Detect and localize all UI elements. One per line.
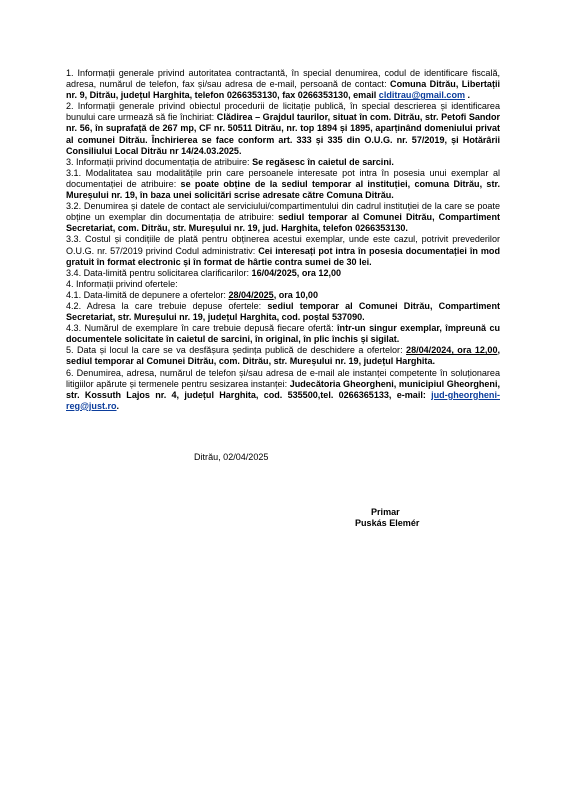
- section-3-documentation: [66, 157, 500, 168]
- section-2-object-info: [66, 101, 500, 156]
- section-3-3-cost: [66, 234, 500, 267]
- section-2-text: 2. Informații generale privind obiectul procedurii de licitație publică, în special descrierea și identificarea bunului care urmează să fie închiriat:: [66, 101, 500, 123]
- section-3-2-value: sediul temporar al Comunei Ditrău, Compartiment Secretariat, com. Ditrău, str. Mureșului nr. 19, jud. Harghita, telefon 0266353130.: [66, 212, 500, 234]
- section-2-property: Clădirea – Grajdul taurilor, situat în com. Ditrău, str. Petofi Sandor nr. 56, în suprafață de 267 mp, CF nr. 50511 Ditrău, nr. top 1894 și 1895, aparținând domeniului privat al comunei Ditrău. Închirierea se face conform art. 333 și 335 din O.U.G. nr. 57/2019, și Hotărârii Consiliului Local Ditrău nr 14/24.03.2025.: [66, 112, 500, 156]
- section-3-1-obtaining: [66, 168, 500, 201]
- section-3-2-text: 3.2. Denumirea și datele de contact ale serviciului/compartimentului din cadrul instituției de la care se poate obține un exemplar din documentația de atribuire:: [66, 201, 500, 223]
- section-4-3-text: 4.3. Numărul de exemplare în care trebuie depusă fiecare ofertă:: [66, 323, 338, 334]
- section-4-1-date: 28/04/2025: [228, 289, 274, 300]
- section-1-text: 1. Informații generale privind autoritatea contractantă, în special denumirea, codul de identificare fiscală, adresa, numărul de telefon, fax și/sau adresa de e-mail, persoană de contact:: [66, 68, 500, 90]
- document-date: Ditrău, 02/04/2025: [194, 451, 269, 462]
- section-3-2-contact: [66, 201, 500, 234]
- section-3-3-value: Cei interesați pot intra în posesia documentației în mod gratuit în format electronic și în format de hârtie contra sumei de 30 lei.: [66, 245, 500, 267]
- section-5-date: 28/04/2024, ora 12,00: [406, 345, 498, 356]
- section-1-contact: Comuna Ditrău, Libertații nr. 9, Ditrău, județul Harghita, telefon 0266353130, fax 0266353130, email: [66, 79, 500, 101]
- section-3-1-value: se poate obține de la sediul temporar al instituției, comuna Ditrău, str. Mureșului nr. 19, în baza unei solicitări scrise adresate către Comuna Ditrău.: [66, 178, 500, 201]
- section-3-value: Se regăsesc în caietul de sarcini.: [252, 156, 394, 167]
- court-email-link[interactable]: jud-gheorgheni-reg@just.ro: [66, 389, 500, 411]
- section-4-offers: [66, 279, 500, 290]
- signature-name: Puskás Elemér: [355, 518, 420, 529]
- section-6-court: [66, 368, 500, 412]
- section-4-text: 4. Informații privind ofertele:: [66, 278, 178, 289]
- document-body: [66, 68, 500, 529]
- section-1-general-info: [66, 68, 500, 101]
- section-3-1-text: 3.1. Modalitatea sau modalitățile prin care persoanele interesate pot intra în posesia unui exemplar al documentației de atribuire:: [66, 167, 500, 189]
- section-4-3-value: într-un singur exemplar, împreună cu documentele solicitate în caietul de sarcini, în original, în plic închis și sigilat.: [66, 323, 500, 345]
- section-6-end: .: [116, 400, 120, 411]
- section-1-end: .: [465, 90, 471, 101]
- section-3-3-text: 3.3. Costul și condițiile de plată pentru obținerea acestui exemplar, unde este cazul, potrivit prevederilor O.U.G. nr. 57/2019 privind Codul administrativ:: [66, 234, 500, 256]
- signature-title: Primar: [371, 507, 400, 517]
- section-3-4-text: 3.4. Data-limită pentru solicitarea clarificarilor:: [66, 267, 252, 278]
- section-4-2-address: [66, 301, 500, 323]
- section-4-1-text: 4.1. Data-limită de depunere a ofertelor:: [66, 289, 229, 300]
- section-4-2-value: sediul temporar al Comunei Ditrău, Compartiment Secretariat, str. Mureșului nr. 19, județul Harghita, cod. poștal 537090.: [66, 300, 500, 323]
- section-4-2-text: 4.2. Adresa la care trebuie depuse ofertele:: [66, 300, 268, 311]
- section-5-text: 5. Data și locul la care se va desfășura ședința publică de deschidere a ofertelor:: [66, 345, 407, 356]
- section-6-court-info: Judecătoria Gheorgheni, municipiul Gheorgheni, str. Kossuth Lajos nr. 4, județul Harghita, cod. 535500,tel. 0266365133, e-mail:: [66, 378, 500, 400]
- section-4-1-deadline: [66, 290, 500, 301]
- section-5-opening: [66, 345, 500, 367]
- section-3-4-value: 16/04/2025, ora 12,00: [251, 267, 342, 278]
- contact-email-link[interactable]: clditrau@gmail.com: [378, 90, 466, 101]
- section-4-3-copies: [66, 323, 500, 345]
- section-4-1-time: , ora 10,00: [273, 289, 318, 300]
- section-6-text: 6. Denumirea, adresa, numărul de telefon și/sau adresa de e-mail ale instanței competente în soluționarea litigiilor apărute și termenele pentru sesizarea instanței:: [66, 367, 500, 389]
- section-3-4-clarification-deadline: [66, 268, 500, 279]
- section-3-text: 3. Informații privind documentația de atribuire:: [66, 156, 253, 167]
- section-5-place: , sediul temporar al Comunei Ditrău, com. Ditrău, str. Mureșului nr. 19, județul Harghita.: [66, 345, 500, 367]
